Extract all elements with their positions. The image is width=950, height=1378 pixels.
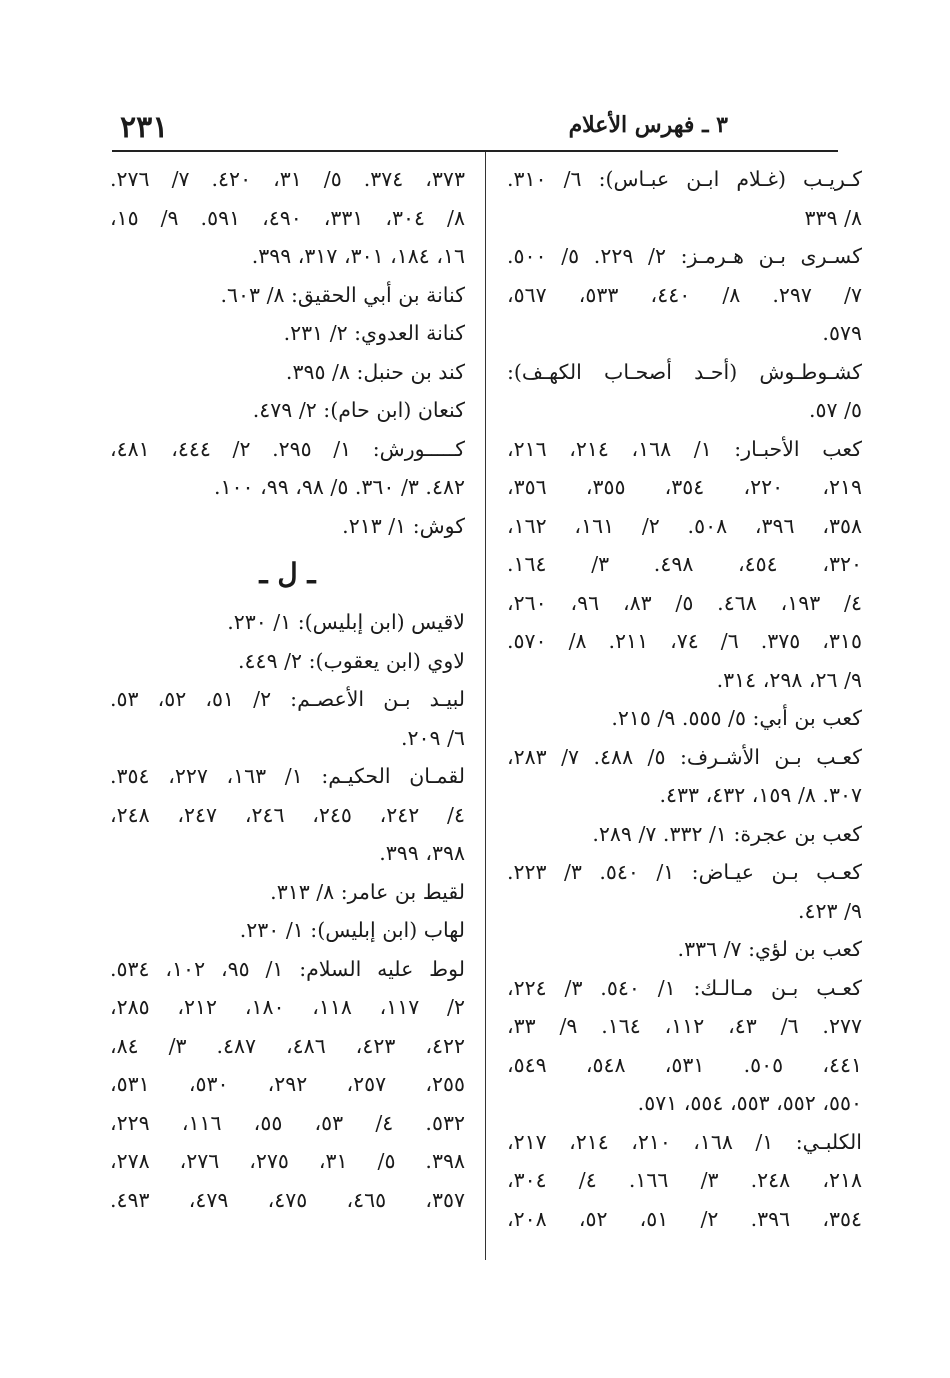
index-line: ٣٢٠، ٤٥٤، ٤٩٨. ٣/ ١٦٤. xyxy=(507,552,862,576)
index-line: ٣١٥، ٣٧٥. ٦/ ٧٤، ٢١١. ٨/ ٥٧٠. xyxy=(507,629,862,653)
index-line: ٢٥٥، ٢٥٧، ٢٩٢، ٥٣٠، ٥٣١، xyxy=(110,1072,465,1096)
right-column xyxy=(507,160,862,1238)
index-line: لوط عليه السلام: ١/ ٩٥، ١٠٢، ٥٣٤. xyxy=(110,956,465,981)
index-line: ٢١٩، ٢٢٠، ٣٥٤، ٣٥٥، ٣٥٦، xyxy=(507,475,862,499)
index-line: ٢١٨، ٢٤٨. ٣/ ١٦٦. ٤/ ٣٠٤، xyxy=(507,1168,862,1192)
index-line: كنعان (ابن حام): ٢/ ٤٧٩. xyxy=(252,398,465,422)
left-column xyxy=(110,160,465,1219)
index-line: ٩/ ٢٦، ٢٩٨، ٣١٤. xyxy=(716,667,862,692)
index-line: كـريـب (غـلام ابـن عبـاس): ٦/ ٣١٠. xyxy=(507,167,862,191)
index-line: ٢/ ١١٧، ١١٨، ١٨٠، ٢١٢، ٢٨٥، xyxy=(110,995,465,1019)
running-title: ٣ ـ فهرس الأعلام xyxy=(568,112,728,138)
index-line: كشـوطـوش (أحـد أصحـاب الكهـف): xyxy=(507,359,862,384)
index-line: كعـب بـن مـالـك: ١/ ٥٤٠. ٣/ ٢٢٤، xyxy=(507,975,862,1000)
index-line: ٨/ ٣٠٤، ٣٣١، ٤٩٠، ٥٩١. ٩/ ١٥، xyxy=(110,205,465,230)
index-line: ٥٣٢. ٤/ ٥٣، ٥٥، ١١٦، ٢٢٩، xyxy=(110,1110,465,1135)
index-line: كند بن حنبل: ٨/ ٣٩٥. xyxy=(285,359,465,384)
page-number: ٢٣١ xyxy=(120,110,169,145)
index-line: لاوي (ابن يعقوب): ٢/ ٤٤٩. xyxy=(238,648,465,673)
index-line: لبيـد بـن الأعصـم: ٢/ ٥١، ٥٢، ٥٣. xyxy=(110,687,465,711)
index-line: الكلبـي: ١/ ١٦٨، ٢١٠، ٢١٤، ٢١٧، xyxy=(507,1129,862,1154)
index-line: كعب بن لؤي: ٧/ ٣٣٦. xyxy=(677,937,862,961)
index-line: ٣٧٣، ٣٧٤. ٥/ ٣١، ٤٢٠. ٧/ ٢٧٦. xyxy=(110,167,465,191)
section-letter-heading: ـ ل ـ xyxy=(259,557,316,590)
index-line: ٦/ ٢٠٩. xyxy=(400,725,465,750)
index-line: كـــــورش: ١/ ٢٩٥. ٢/ ٤٤٤، ٤٨١، xyxy=(110,436,465,461)
index-line: ٤/ ٢٤٢، ٢٤٥، ٢٤٦، ٢٤٧، ٢٤٨، xyxy=(110,802,465,827)
index-line: ٤٢٢، ٤٢٣، ٤٨٦، ٤٨٧. ٣/ ٨٤، xyxy=(110,1033,465,1058)
index-line: ١٦، ١٨٤، ٣٠١، ٣١٧، ٣٩٩. xyxy=(251,244,465,268)
index-line: ٧/ ٢٩٧. ٨/ ٤٤٠، ٥٣٣، ٥٦٧، xyxy=(507,282,862,307)
index-line: لقمـان الحكيـم: ١/ ١٦٣، ٢٢٧، ٣٥٤. xyxy=(110,764,465,788)
index-line: كعب الأحبـار: ١/ ١٦٨، ٢١٤، ٢١٦، xyxy=(507,436,862,461)
index-line: ٣٥٧، ٤٦٥، ٤٧٥، ٤٧٩، ٤٩٣. xyxy=(110,1187,465,1212)
index-line: كسـرى بـن هـرمـز: ٢/ ٢٢٩. ٥/ ٥٠٠. xyxy=(507,244,862,268)
index-line: كنانة بن أبي الحقيق: ٨/ ٦٠٣. xyxy=(220,282,465,307)
page-header xyxy=(112,108,838,150)
index-line: كعب بن عجرة: ١/ ٣٣٢. ٧/ ٢٨٩. xyxy=(592,821,862,846)
index-line: كعـب بـن عيـاض: ١/ ٥٤٠. ٣/ ٢٢٣. xyxy=(507,860,862,884)
index-line: كوش: ١/ ٢١٣. xyxy=(342,513,465,538)
index-line: ٣٥٨، ٣٩٦، ٥٠٨. ٢/ ١٦١، ١٦٢، xyxy=(507,513,862,538)
index-line: ٥٧٩. xyxy=(822,321,862,345)
header-rule xyxy=(112,150,838,152)
index-line: لقيط بن عامر: ٨/ ٣١٣. xyxy=(270,879,465,904)
index-line: لاقيس (ابن إبليس): ١/ ٢٣٠. xyxy=(227,610,465,634)
index-line: لهاب (ابن إبليس): ١/ ٢٣٠. xyxy=(239,918,465,942)
index-line: كنانة العدوي: ٢/ ٢٣١. xyxy=(283,321,465,345)
index-line: ٤/ ١٩٣، ٤٦٨. ٥/ ٨٣، ٩٦، ٢٦٠، xyxy=(507,590,862,615)
index-line: ٣٥٤، ٣٩٦. ٢/ ٥١، ٥٢، ٢٠٨، xyxy=(507,1206,862,1231)
index-line: كعـب بـن الأشـرف: ٥/ ٤٨٨. ٧/ ٢٨٣، xyxy=(507,744,862,769)
index-line: ٣٩٨، ٣٩٩. xyxy=(379,841,465,865)
index-line: ٩/ ٤٢٣. xyxy=(797,898,862,923)
index-line: ٥٥٠، ٥٥٢، ٥٥٣، ٥٥٤، ٥٧١. xyxy=(637,1091,862,1115)
index-line: ٢٧٧. ٦/ ٤٣، ١١٢، ١٦٤. ٩/ ٣٣، xyxy=(507,1014,862,1038)
index-line: ٤٤١، ٥٠٥. ٥٣١، ٥٤٨، ٥٤٩، xyxy=(507,1052,862,1077)
index-line: كعب بن أبي: ٥/ ٥٥٥. ٩/ ٢١٥. xyxy=(611,706,862,730)
column-divider xyxy=(485,152,486,1260)
index-line: ٣٠٧. ٨/ ١٥٩، ٤٣٢، ٤٣٣. xyxy=(659,783,862,807)
index-line: ٨/ ٣٣٩ xyxy=(804,205,862,230)
index-line: ٤٨٢. ٣/ ٣٦٠. ٥/ ٩٨، ٩٩، ١٠٠. xyxy=(213,475,465,499)
index-line: ٥/ ٥٧. xyxy=(808,398,862,422)
index-line: ٣٩٨. ٥/ ٣١، ٢٧٥، ٢٧٦، ٢٧٨، xyxy=(110,1149,465,1173)
